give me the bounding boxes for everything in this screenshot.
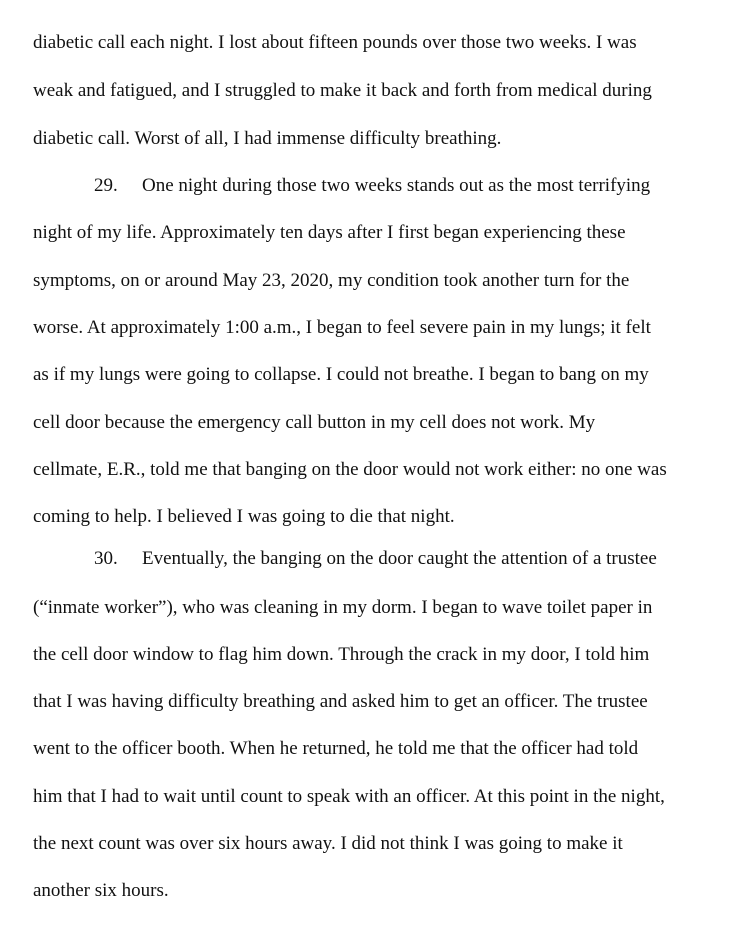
text-line: that I was having difficulty breathing and asked him to get an officer. The trustee xyxy=(33,691,648,712)
text-line: coming to help. I believed I was going to die that night. xyxy=(33,506,455,527)
text-line: (“inmate worker”), who was cleaning in my dorm. I began to wave toilet paper in xyxy=(33,597,653,618)
text-line: another six hours. xyxy=(33,880,169,901)
text-line: worse. At approximately 1:00 a.m., I began to feel severe pain in my lungs; it felt xyxy=(33,317,651,338)
text-line: weak and fatigued, and I struggled to make it back and forth from medical during xyxy=(33,80,652,101)
text-line: the next count was over six hours away. I did not think I was going to make it xyxy=(33,833,623,854)
text-line: One night during those two weeks stands out as the most terrifying xyxy=(142,175,651,196)
paragraph-29-first-line xyxy=(33,174,650,198)
text-line: symptoms, on or around May 23, 2020, my condition took another turn for the xyxy=(33,270,630,291)
text-line: diabetic call each night. I lost about fifteen pounds over those two weeks. I was xyxy=(33,32,637,53)
text-line: as if my lungs were going to collapse. I could not breathe. I began to bang on my xyxy=(33,364,649,385)
text-line: the cell door window to flag him down. Through the crack in my door, I told him xyxy=(33,644,650,665)
text-line: cell door because the emergency call button in my cell does not work. My xyxy=(33,412,596,433)
text-line: him that I had to wait until count to speak with an officer. At this point in the night, xyxy=(33,786,665,807)
text-line: cellmate, E.R., told me that banging on the door would not work either: no one was xyxy=(33,459,667,480)
paragraph-number: 29. xyxy=(94,175,118,196)
paragraph-number: 30. xyxy=(94,548,118,569)
text-line: Eventually, the banging on the door caught the attention of a trustee xyxy=(142,548,657,569)
text-line: night of my life. Approximately ten days after I first began experiencing these xyxy=(33,222,626,243)
paragraph-30-first-line xyxy=(33,547,657,571)
text-line: diabetic call. Worst of all, I had immense difficulty breathing. xyxy=(33,128,502,149)
text-line: went to the officer booth. When he returned, he told me that the officer had told xyxy=(33,738,639,759)
